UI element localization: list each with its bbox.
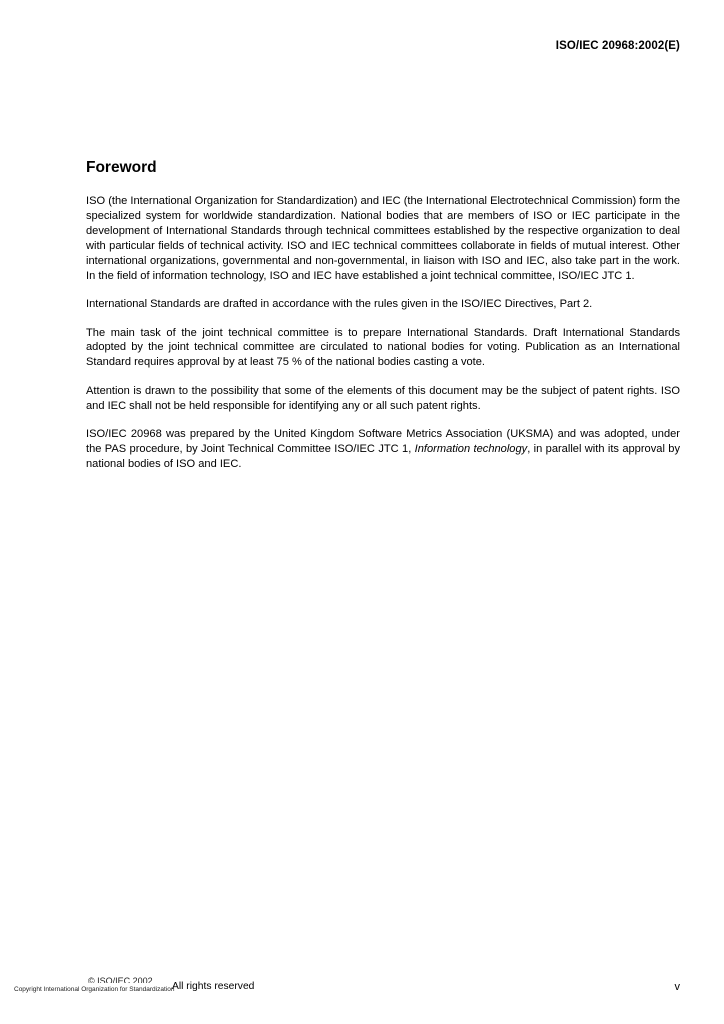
paragraph-4: Attention is drawn to the possibility that some of the elements of this document may be the subject of patent rights. ISO and IEC shall not be held responsible for identifying any or all such patent rights. [86,384,680,412]
footer-copyright: All rights reserved [172,981,255,992]
paragraph-5 [86,427,680,472]
document-id: ISO/IEC 20968:2002(E) [555,40,680,52]
paragraph-2: International Standards are drafted in accordance with the rules given in the ISO/IEC Directives, Part 2. [86,298,593,311]
section-heading: Foreword [86,159,157,176]
paragraph-5-italic: Information technology [414,443,528,456]
paragraph-5-end: , in parallel with its approval by national bodies of ISO and IEC. [86,443,680,471]
footer-copyright-fragment: © ISO/IEC 2002 [88,976,153,983]
paragraph-1: ISO (the International Organization for Standardization) and IEC (the International Electrotechnical Commission) form the specialized system for worldwide standardization. National bodies that are members of ISO or IEC participate in the development of International Standards through technical committees established by the respective organization to deal with particular fields of technical activity. ISO and IEC technical committees collaborate in fields of mutual interest. Other international organizations, governmental and non-governmental, in liaison with ISO and IEC, also take part in the work. In the field of information technology, ISO and IEC have established a joint technical committee, ISO/IEC JTC 1. [86,195,680,282]
paragraph-5-start: ISO/IEC 20968 was prepared by the United Kingdom Software Metrics Association (UKSMA) and was adopted, under the PAS procedure, by Joint Technical Committee ISO/IEC JTC 1, [86,428,680,456]
footer-watermark: Copyright International Organization for Standardization [14,986,175,993]
paragraph-3: The main task of the joint technical committee is to prepare International Standards. Draft International Standards adopted by the joint technical committee are circulated to national bodies for voting. Publication as an International Standard requires approval by at least 75 % of the national bodies casting a vote. [86,326,680,369]
foreword-section [86,159,680,486]
page-number: v [674,981,680,993]
